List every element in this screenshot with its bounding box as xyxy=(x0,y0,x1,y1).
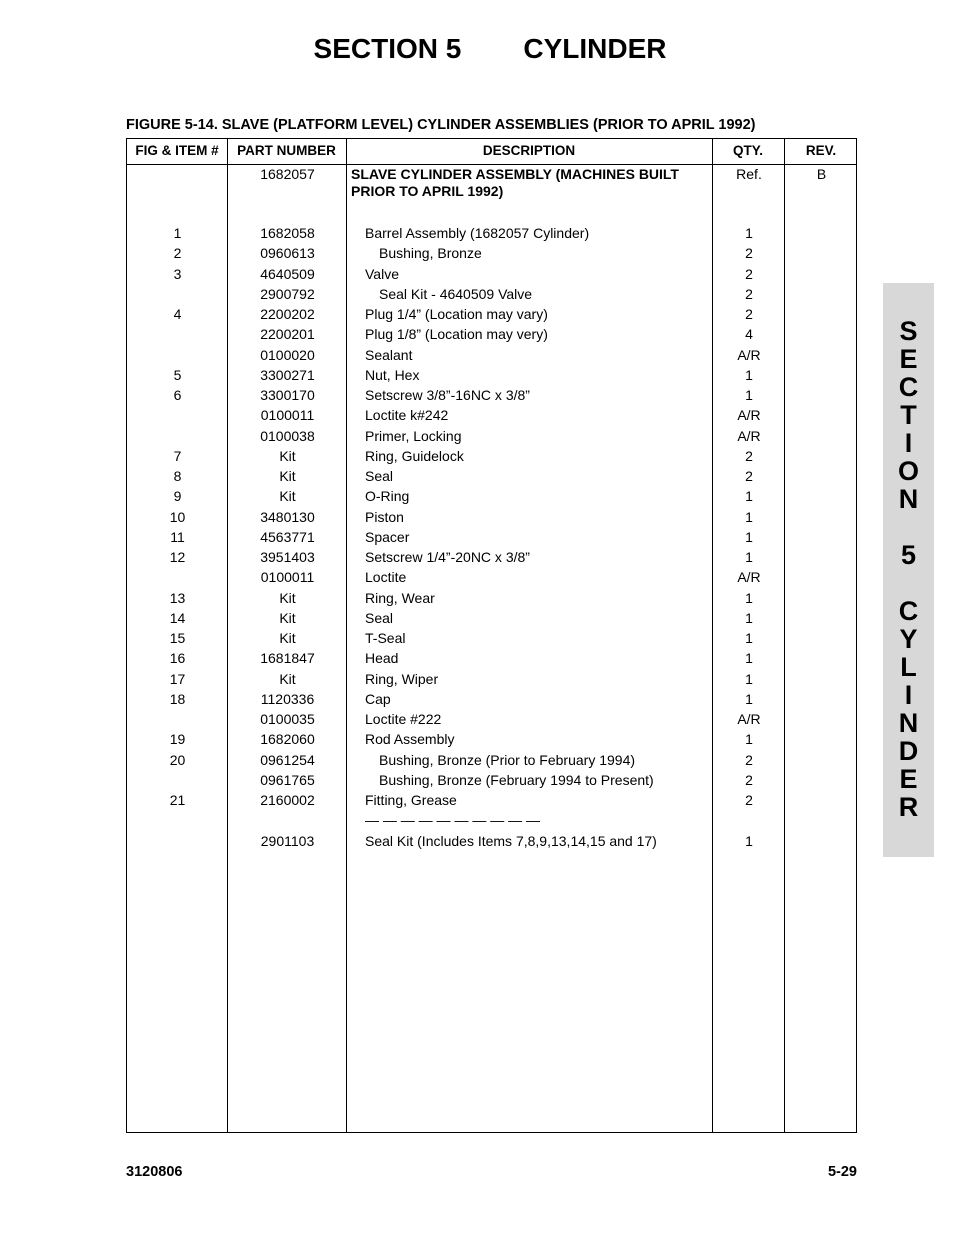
fig-item-cell: 20 xyxy=(169,751,186,768)
part-number-cell: 1120336 xyxy=(260,690,315,707)
qty-cell: 1 xyxy=(745,508,753,525)
part-number-cell: 2200201 xyxy=(260,326,315,343)
description-cell: T-Seal xyxy=(365,630,406,646)
table-row xyxy=(127,508,858,528)
fig-item-cell: 4 xyxy=(173,306,182,322)
table-row xyxy=(127,487,858,507)
part-number-cell: 1682058 xyxy=(260,225,315,241)
fig-item-cell: 15 xyxy=(169,630,186,646)
qty-cell: 1 xyxy=(745,366,753,383)
part-number-cell: 0100011 xyxy=(260,569,315,586)
section-tab-letter: T xyxy=(900,400,917,430)
qty-cell: A/R xyxy=(737,569,761,586)
qty-cell: 1 xyxy=(745,488,753,505)
rev-cell: B xyxy=(816,166,827,182)
qty-cell: 1 xyxy=(745,589,753,606)
table-row xyxy=(127,649,858,669)
qty-cell: 1 xyxy=(745,630,753,646)
fig-item-cell: 12 xyxy=(169,549,186,565)
section-tab-letter: I xyxy=(904,680,913,710)
table-row xyxy=(127,670,858,690)
part-number-cell: 3300271 xyxy=(260,366,315,383)
part-number-cell: 0100011 xyxy=(260,407,315,424)
fig-item-cell: 14 xyxy=(169,609,186,626)
table-row xyxy=(127,589,858,609)
qty-cell: 1 xyxy=(745,549,753,565)
fig-item-cell: 18 xyxy=(169,690,186,707)
qty-cell: 2 xyxy=(745,751,753,768)
fig-item-cell: 9 xyxy=(173,488,182,505)
part-number-cell: 0960613 xyxy=(260,245,315,262)
table-row xyxy=(127,346,858,366)
table-row xyxy=(127,528,858,548)
section-tab-letter: C xyxy=(898,596,919,626)
section-tab-letter: E xyxy=(899,344,918,374)
part-number-cell: 4563771 xyxy=(260,528,315,545)
qty-cell: 1 xyxy=(745,650,753,667)
table-row xyxy=(127,730,858,750)
header-part-number: PART NUMBER xyxy=(237,143,336,158)
part-number-cell: 3951403 xyxy=(260,549,315,565)
qty-cell: 1 xyxy=(745,387,753,403)
section-tab-letter: L xyxy=(900,652,917,682)
part-number-cell: 1682057 xyxy=(260,166,315,182)
table-row xyxy=(127,771,858,791)
description-cell: Cap xyxy=(365,690,391,707)
table-row xyxy=(127,427,858,447)
table-row xyxy=(127,165,858,199)
description-cell: Seal xyxy=(365,468,394,484)
header-description: DESCRIPTION xyxy=(482,143,576,158)
part-number-cell: Kit xyxy=(279,468,296,484)
part-number-cell: Kit xyxy=(279,630,296,646)
table-row xyxy=(127,265,858,285)
part-number-cell: 3300170 xyxy=(260,387,315,403)
description-cell: Bushing, Bronze (February 1994 to Present) xyxy=(379,771,654,788)
header-rev: REV. xyxy=(805,143,837,158)
description-cell: Loctite k#242 xyxy=(365,407,449,424)
fig-item-cell: 5 xyxy=(173,366,182,383)
parts-table xyxy=(126,138,857,1133)
table-row xyxy=(127,224,858,244)
part-number-cell: 0961765 xyxy=(260,771,315,788)
description-cell: Head xyxy=(365,650,399,667)
description-cell: Loctite #222 xyxy=(365,711,442,727)
table-row xyxy=(127,710,858,730)
description-cell: Nut, Hex xyxy=(365,366,420,383)
section-tab-letter: E xyxy=(899,764,918,794)
section-tab-letter: N xyxy=(898,708,919,738)
qty-cell: 1 xyxy=(745,690,753,707)
description-cell: Seal Kit - 4640509 Valve xyxy=(379,285,533,302)
part-number-cell: Kit xyxy=(279,670,296,687)
section-tab-letter: N xyxy=(898,484,919,514)
part-number-cell: Kit xyxy=(279,447,296,464)
table-row xyxy=(127,568,858,588)
qty-cell: Ref. xyxy=(736,166,762,182)
table-row xyxy=(127,751,858,771)
table-row xyxy=(127,832,858,852)
table-row xyxy=(127,305,858,325)
description-cell-continued: PRIOR TO APRIL 1992) xyxy=(351,183,504,199)
description-cell: Ring, Wiper xyxy=(365,670,439,687)
table-row xyxy=(127,447,858,467)
section-tab-label xyxy=(883,317,934,821)
description-cell: Bushing, Bronze (Prior to February 1994) xyxy=(379,751,636,768)
description-cell: Ring, Wear xyxy=(365,589,435,606)
fig-item-cell: 10 xyxy=(169,508,186,525)
table-row xyxy=(127,406,858,426)
fig-item-cell: 17 xyxy=(169,670,186,687)
table-row xyxy=(127,629,858,649)
part-number-cell: 4640509 xyxy=(260,265,315,282)
description-cell: Seal Kit (Includes Items 7,8,9,13,14,15 and 17) xyxy=(365,832,657,849)
part-number-cell: Kit xyxy=(279,609,296,626)
qty-cell: 1 xyxy=(745,670,753,687)
part-number-cell: 1682060 xyxy=(260,731,315,748)
qty-cell: 2 xyxy=(745,245,753,262)
part-number-cell: 2200202 xyxy=(260,306,315,322)
section-tab-letter xyxy=(883,513,934,541)
description-cell: — — — — — — — — — — xyxy=(365,812,541,829)
fig-item-cell: 6 xyxy=(173,387,182,403)
part-number-cell: 3480130 xyxy=(260,508,315,525)
table-row xyxy=(127,690,858,710)
qty-cell: 1 xyxy=(745,225,753,241)
qty-cell: 2 xyxy=(745,771,753,788)
part-number-cell: 2901103 xyxy=(260,832,315,849)
part-number-cell: 0100035 xyxy=(260,711,315,727)
section-tab-letter xyxy=(883,569,934,597)
section-tab-letter: C xyxy=(898,372,919,402)
qty-cell: A/R xyxy=(737,711,761,727)
description-cell: Plug 1/8” (Location may very) xyxy=(365,326,548,343)
qty-cell: 2 xyxy=(745,468,753,484)
description-cell: Valve xyxy=(365,265,399,282)
fig-item-cell: 8 xyxy=(173,468,182,484)
fig-item-cell: 19 xyxy=(169,731,186,748)
section-tab-letter: I xyxy=(904,428,913,458)
fig-item-cell: 11 xyxy=(170,528,185,545)
fig-item-cell: 3 xyxy=(173,265,182,282)
section-tab-letter: S xyxy=(899,316,918,346)
description-cell: Ring, Guidelock xyxy=(365,447,464,464)
description-cell: Setscrew 1/4”-20NC x 3/8” xyxy=(365,549,530,565)
description-cell: Bushing, Bronze xyxy=(379,245,482,262)
table-row xyxy=(127,325,858,345)
footer-page-number: 5-29 xyxy=(827,1164,857,1180)
table-row xyxy=(127,366,858,386)
table-row xyxy=(127,791,858,811)
qty-cell: 2 xyxy=(745,265,753,282)
table-row xyxy=(127,386,858,406)
description-cell: Piston xyxy=(365,508,404,525)
section-heading xyxy=(0,33,954,65)
qty-cell: A/R xyxy=(737,407,761,424)
fig-item-cell: 16 xyxy=(169,650,186,667)
section-tab-letter: 5 xyxy=(900,540,917,570)
fig-item-cell: 7 xyxy=(173,447,182,464)
qty-cell: A/R xyxy=(737,427,761,444)
table-row xyxy=(127,609,858,629)
qty-cell: 2 xyxy=(745,792,753,808)
part-number-cell: 2900792 xyxy=(260,285,315,302)
qty-cell: 2 xyxy=(745,285,753,302)
part-number-cell: 1681847 xyxy=(260,650,315,667)
table-row xyxy=(127,244,858,264)
part-number-cell: Kit xyxy=(279,488,296,505)
qty-cell: 1 xyxy=(745,832,753,849)
description-cell: Rod Assembly xyxy=(365,731,455,748)
header-qty: QTY. xyxy=(732,143,763,158)
part-number-cell: 2160002 xyxy=(260,792,315,808)
description-cell: Setscrew 3/8”-16NC x 3/8” xyxy=(365,387,530,403)
description-cell: Seal xyxy=(365,609,394,626)
description-cell: Fitting, Grease xyxy=(365,792,457,808)
header-fig-item: FIG & ITEM # xyxy=(135,143,219,158)
table-row xyxy=(127,467,858,487)
section-title: CYLINDER xyxy=(523,33,667,64)
footer-doc-number: 3120806 xyxy=(126,1164,183,1180)
qty-cell: 1 xyxy=(745,609,753,626)
qty-cell: 1 xyxy=(745,528,753,545)
description-cell: Sealant xyxy=(365,346,413,363)
fig-item-cell: 21 xyxy=(169,792,186,808)
table-row xyxy=(127,548,858,568)
section-tab-letter: D xyxy=(898,736,919,766)
figure-caption: FIGURE 5-14. SLAVE (PLATFORM LEVEL) CYLINDER ASSEMBLIES (PRIOR TO APRIL 1992) xyxy=(126,117,756,133)
qty-cell: 2 xyxy=(745,447,753,464)
table-row xyxy=(127,811,858,831)
qty-cell: 1 xyxy=(745,731,753,748)
description-cell: Plug 1/4” (Location may vary) xyxy=(365,306,548,322)
table-row xyxy=(127,285,858,305)
section-number: SECTION 5 xyxy=(313,33,462,64)
fig-item-cell: 13 xyxy=(169,589,186,606)
description-cell: Spacer xyxy=(365,528,410,545)
description-cell: Loctite xyxy=(365,569,407,586)
fig-item-cell: 1 xyxy=(173,225,182,241)
qty-cell: 2 xyxy=(745,306,753,322)
description-cell: Primer, Locking xyxy=(365,427,462,444)
section-tab-letter: O xyxy=(897,456,919,486)
part-number-cell: 0100038 xyxy=(260,427,315,444)
section-tab-letter: R xyxy=(898,792,919,822)
part-number-cell: 0961254 xyxy=(260,751,315,768)
description-cell: O-Ring xyxy=(365,488,410,505)
fig-item-cell: 2 xyxy=(173,245,182,262)
description-cell: SLAVE CYLINDER ASSEMBLY (MACHINES BUILT xyxy=(351,166,679,182)
section-tab-letter: Y xyxy=(899,624,918,654)
qty-cell: A/R xyxy=(737,346,761,363)
part-number-cell: Kit xyxy=(279,589,296,606)
section-tab xyxy=(883,283,934,857)
description-cell: Barrel Assembly (1682057 Cylinder) xyxy=(365,225,590,241)
part-number-cell: 0100020 xyxy=(260,346,315,363)
qty-cell: 4 xyxy=(745,326,753,343)
